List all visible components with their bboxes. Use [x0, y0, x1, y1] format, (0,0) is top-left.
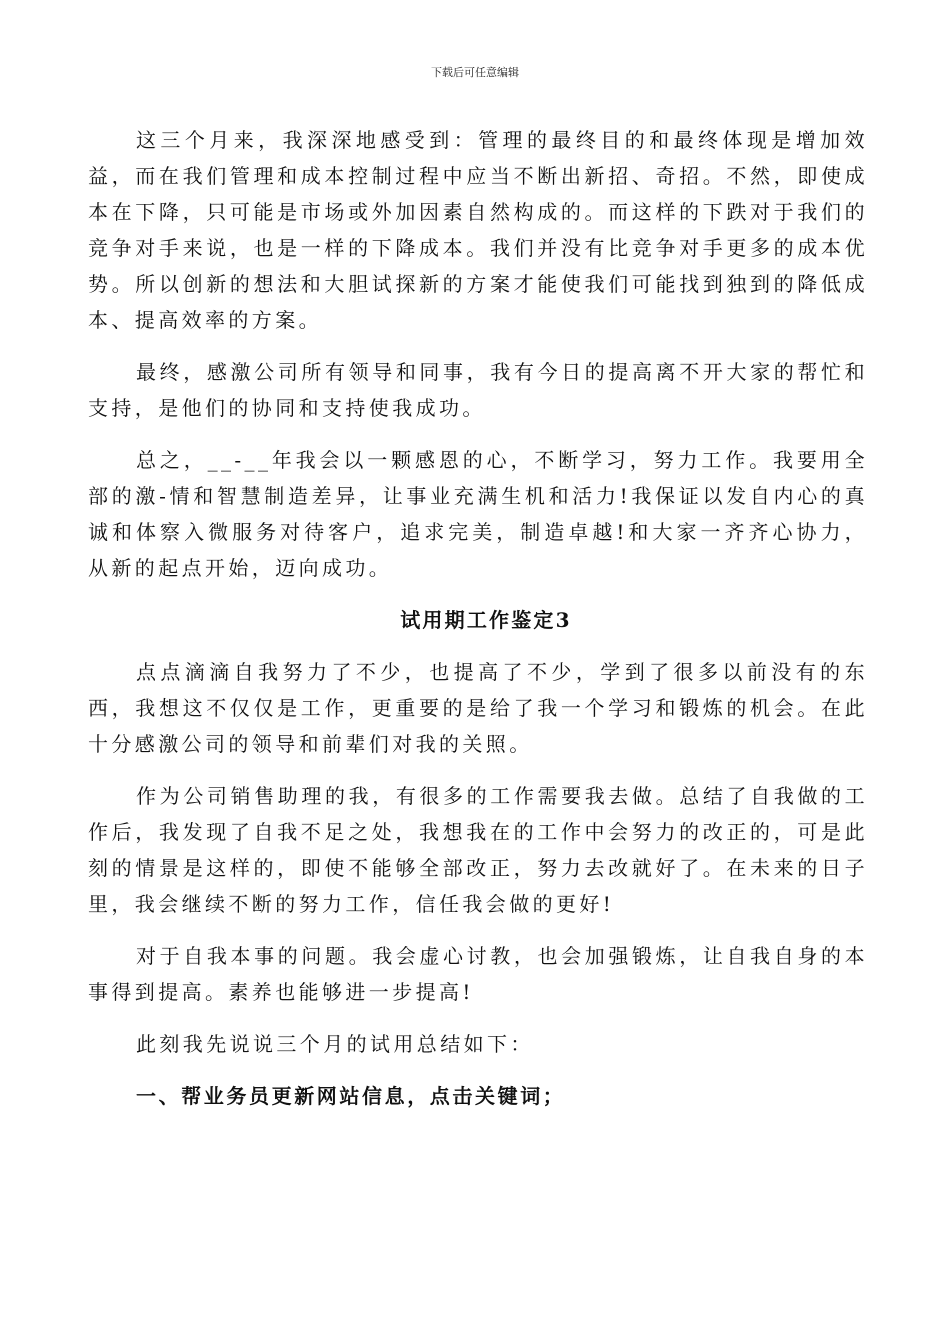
paragraph-learning: 点点滴滴自我努力了不少，也提高了不少，学到了很多以前没有的东西，我想这不仅仅是工作，更重要的是给了我一个学习和锻炼的机会。在此十分感激公司的领导和前辈们对我的关照。	[88, 660, 868, 756]
section-title: 试用期工作鉴定3	[400, 608, 572, 632]
document-body	[88, 122, 868, 1114]
page-header-note: 下载后可任意编辑	[431, 66, 519, 79]
paragraph-summary-intro: 此刻我先说说三个月的试用总结如下：	[136, 1032, 534, 1056]
paragraph-abilities: 对于自我本事的问题。我会虚心讨教，也会加强锻炼，让自我自身的本事得到提高。素养也能够进一步提高!	[88, 944, 868, 1004]
paragraph-cost-innovation: 这三个月来，我深深地感受到：管理的最终目的和最终体现是增加效益，而在我们管理和成本控制过程中应当不断出新招、奇招。不然，即使成本在下降，只可能是市场或外加因素自然构成的。而这样的下跌对于我们的竞争对手来说，也是一样的下降成本。我们并没有比竞争对手更多的成本优势。所以创新的想法和大胆试探新的方案才能使我们可能找到独到的降低成本、提高效率的方案。	[88, 128, 868, 332]
paragraph-sales-assistant: 作为公司销售助理的我，有很多的工作需要我去做。总结了自我做的工作后，我发现了自我不足之处，我想我在的工作中会努力的改正的，可是此刻的情景是这样的，即使不能够全部改正，努力去改就好了。在未来的日子里，我会继续不断的努力工作，信任我会做的更好!	[88, 784, 868, 916]
paragraph-thanks: 最终，感激公司所有领导和同事，我有今日的提高离不开大家的帮忙和支持，是他们的协同和支持使我成功。	[88, 360, 868, 420]
paragraph-conclusion: 总之，__-__年我会以一颗感恩的心，不断学习，努力工作。我要用全部的激-情和智慧制造差异，让事业充满生机和活力!我保证以发自内心的真诚和体察入微服务对待客户，追求完美，制造卓越!和大家一齐齐心协力，从新的起点开始，迈向成功。	[88, 448, 868, 580]
list-item-1: 一、帮业务员更新网站信息，点击关键词；	[136, 1084, 566, 1108]
